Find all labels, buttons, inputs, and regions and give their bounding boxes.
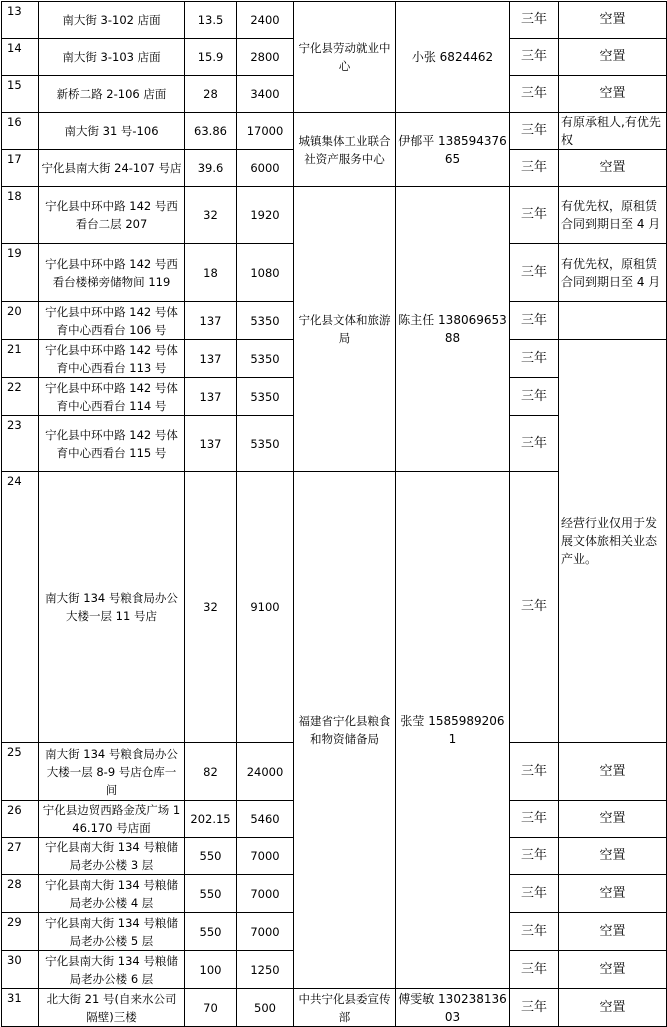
term-cell: 三年	[510, 378, 559, 416]
area-cell: 137	[185, 378, 237, 416]
address-cell: 南大街 134 号粮食局办公大楼一层 8-9 号店仓库一间	[39, 743, 185, 801]
unit-cell: 城镇集体工业联合社资产服务中心	[294, 113, 396, 187]
rent-cell: 7000	[237, 913, 294, 951]
status-cell: 空置	[559, 838, 667, 875]
row-number: 18	[2, 187, 39, 244]
rent-cell: 17000	[237, 113, 294, 150]
area-cell: 39.6	[185, 150, 237, 187]
rent-cell: 500	[237, 989, 294, 1027]
contact-cell: 陈主任 13806965388	[396, 187, 510, 472]
status-cell: 有优先权，原租赁合同到期日至 4 月	[559, 244, 667, 302]
area-cell: 137	[185, 416, 237, 472]
business-restriction-note: 经营行业仅用于发展文体旅相关业态产业。	[559, 340, 667, 743]
row-number: 27	[2, 838, 39, 875]
address-cell: 宁化县南大街 134 号粮储局老办公楼 6 层	[39, 951, 185, 989]
term-cell: 三年	[510, 302, 559, 340]
table-row	[2, 113, 667, 150]
row-number: 28	[2, 875, 39, 913]
contact-cell: 张莹 15859892061	[396, 472, 510, 989]
address-cell: 宁化县中环中路 142 号西看台楼梯旁储物间 119	[39, 244, 185, 302]
rent-cell: 7000	[237, 875, 294, 913]
row-number: 19	[2, 244, 39, 302]
rent-cell: 1250	[237, 951, 294, 989]
address-cell: 宁化县南大街 24-107 号店	[39, 150, 185, 187]
table-row	[2, 187, 667, 244]
area-cell: 550	[185, 838, 237, 875]
term-cell: 三年	[510, 913, 559, 951]
rent-cell: 1080	[237, 244, 294, 302]
unit-cell: 福建省宁化县粮食和物资储备局	[294, 472, 396, 989]
rent-cell: 24000	[237, 743, 294, 801]
rent-cell: 3400	[237, 76, 294, 113]
contact-cell: 傅雯敏 13023813603	[396, 989, 510, 1027]
status-cell: 空置	[559, 989, 667, 1027]
status-cell: 空置	[559, 801, 667, 838]
status-cell: 空置	[559, 39, 667, 76]
address-cell: 南大街 31 号-106	[39, 113, 185, 150]
area-cell: 550	[185, 875, 237, 913]
area-cell: 32	[185, 472, 237, 743]
address-cell: 宁化县中环中路 142 号体育中心西看台 114 号	[39, 378, 185, 416]
status-cell: 空置	[559, 913, 667, 951]
rent-cell: 6000	[237, 150, 294, 187]
term-cell: 三年	[510, 2, 559, 39]
status-cell: 空置	[559, 875, 667, 913]
row-number: 25	[2, 743, 39, 801]
address-cell: 宁化县中环中路 142 号西看台二层 207	[39, 187, 185, 244]
row-number: 16	[2, 113, 39, 150]
term-cell: 三年	[510, 76, 559, 113]
term-cell: 三年	[510, 875, 559, 913]
row-number: 22	[2, 378, 39, 416]
unit-cell: 宁化县文体和旅游局	[294, 187, 396, 472]
term-cell: 三年	[510, 187, 559, 244]
status-cell	[559, 302, 667, 340]
rent-cell: 2800	[237, 39, 294, 76]
status-cell: 空置	[559, 76, 667, 113]
area-cell: 32	[185, 187, 237, 244]
contact-cell: 小张 6824462	[396, 2, 510, 113]
rent-cell: 5350	[237, 302, 294, 340]
row-number: 21	[2, 340, 39, 378]
term-cell: 三年	[510, 801, 559, 838]
row-number: 31	[2, 989, 39, 1027]
area-cell: 82	[185, 743, 237, 801]
address-cell: 南大街 3-102 店面	[39, 2, 185, 39]
area-cell: 13.5	[185, 2, 237, 39]
rent-cell: 1920	[237, 187, 294, 244]
term-cell: 三年	[510, 743, 559, 801]
rent-cell: 7000	[237, 838, 294, 875]
unit-cell: 宁化县劳动就业中心	[294, 2, 396, 113]
rent-cell: 2400	[237, 2, 294, 39]
address-cell: 宁化县南大街 134 号粮储局老办公楼 3 层	[39, 838, 185, 875]
area-cell: 15.9	[185, 39, 237, 76]
status-cell: 空置	[559, 951, 667, 989]
term-cell: 三年	[510, 39, 559, 76]
term-cell: 三年	[510, 951, 559, 989]
row-number: 30	[2, 951, 39, 989]
table-row	[2, 989, 667, 1027]
address-cell: 宁化县中环中路 142 号体育中心西看台 106 号	[39, 302, 185, 340]
address-cell: 宁化县中环中路 142 号体育中心西看台 113 号	[39, 340, 185, 378]
address-cell: 新桥二路 2-106 店面	[39, 76, 185, 113]
term-cell: 三年	[510, 416, 559, 472]
address-cell: 宁化县中环中路 142 号体育中心西看台 115 号	[39, 416, 185, 472]
rent-cell: 5350	[237, 340, 294, 378]
status-cell: 有优先权，原租赁合同到期日至 4 月	[559, 187, 667, 244]
row-number: 17	[2, 150, 39, 187]
area-cell: 70	[185, 989, 237, 1027]
term-cell: 三年	[510, 113, 559, 150]
area-cell: 63.86	[185, 113, 237, 150]
address-cell: 北大街 21 号(自来水公司隔壁)三楼	[39, 989, 185, 1027]
area-cell: 100	[185, 951, 237, 989]
address-cell: 宁化县边贸西路金茂广场 146.170 号店面	[39, 801, 185, 838]
address-cell: 南大街 134 号粮食局办公大楼一层 11 号店	[39, 472, 185, 743]
rent-cell: 9100	[237, 472, 294, 743]
row-number: 14	[2, 39, 39, 76]
address-cell: 宁化县南大街 134 号粮储局老办公楼 5 层	[39, 913, 185, 951]
row-number: 26	[2, 801, 39, 838]
term-cell: 三年	[510, 989, 559, 1027]
table-row	[2, 2, 667, 39]
rent-cell: 5460	[237, 801, 294, 838]
term-cell: 三年	[510, 150, 559, 187]
row-number: 13	[2, 2, 39, 39]
row-number: 23	[2, 416, 39, 472]
property-lease-table	[1, 1, 667, 1027]
area-cell: 550	[185, 913, 237, 951]
term-cell: 三年	[510, 340, 559, 378]
term-cell: 三年	[510, 472, 559, 743]
row-number: 20	[2, 302, 39, 340]
unit-cell: 中共宁化县委宣传部	[294, 989, 396, 1027]
contact-cell: 伊郁平 13859437665	[396, 113, 510, 187]
status-cell: 有原承租人,有优先权	[559, 113, 667, 150]
rent-cell: 5350	[237, 416, 294, 472]
area-cell: 202.15	[185, 801, 237, 838]
status-cell: 空置	[559, 150, 667, 187]
row-number: 29	[2, 913, 39, 951]
address-cell: 南大街 3-103 店面	[39, 39, 185, 76]
status-cell: 空置	[559, 743, 667, 801]
term-cell: 三年	[510, 838, 559, 875]
status-cell: 空置	[559, 2, 667, 39]
address-cell: 宁化县南大街 134 号粮储局老办公楼 4 层	[39, 875, 185, 913]
area-cell: 18	[185, 244, 237, 302]
row-number: 15	[2, 76, 39, 113]
term-cell: 三年	[510, 244, 559, 302]
rent-cell: 5350	[237, 378, 294, 416]
area-cell: 137	[185, 340, 237, 378]
row-number: 24	[2, 472, 39, 743]
area-cell: 137	[185, 302, 237, 340]
area-cell: 28	[185, 76, 237, 113]
